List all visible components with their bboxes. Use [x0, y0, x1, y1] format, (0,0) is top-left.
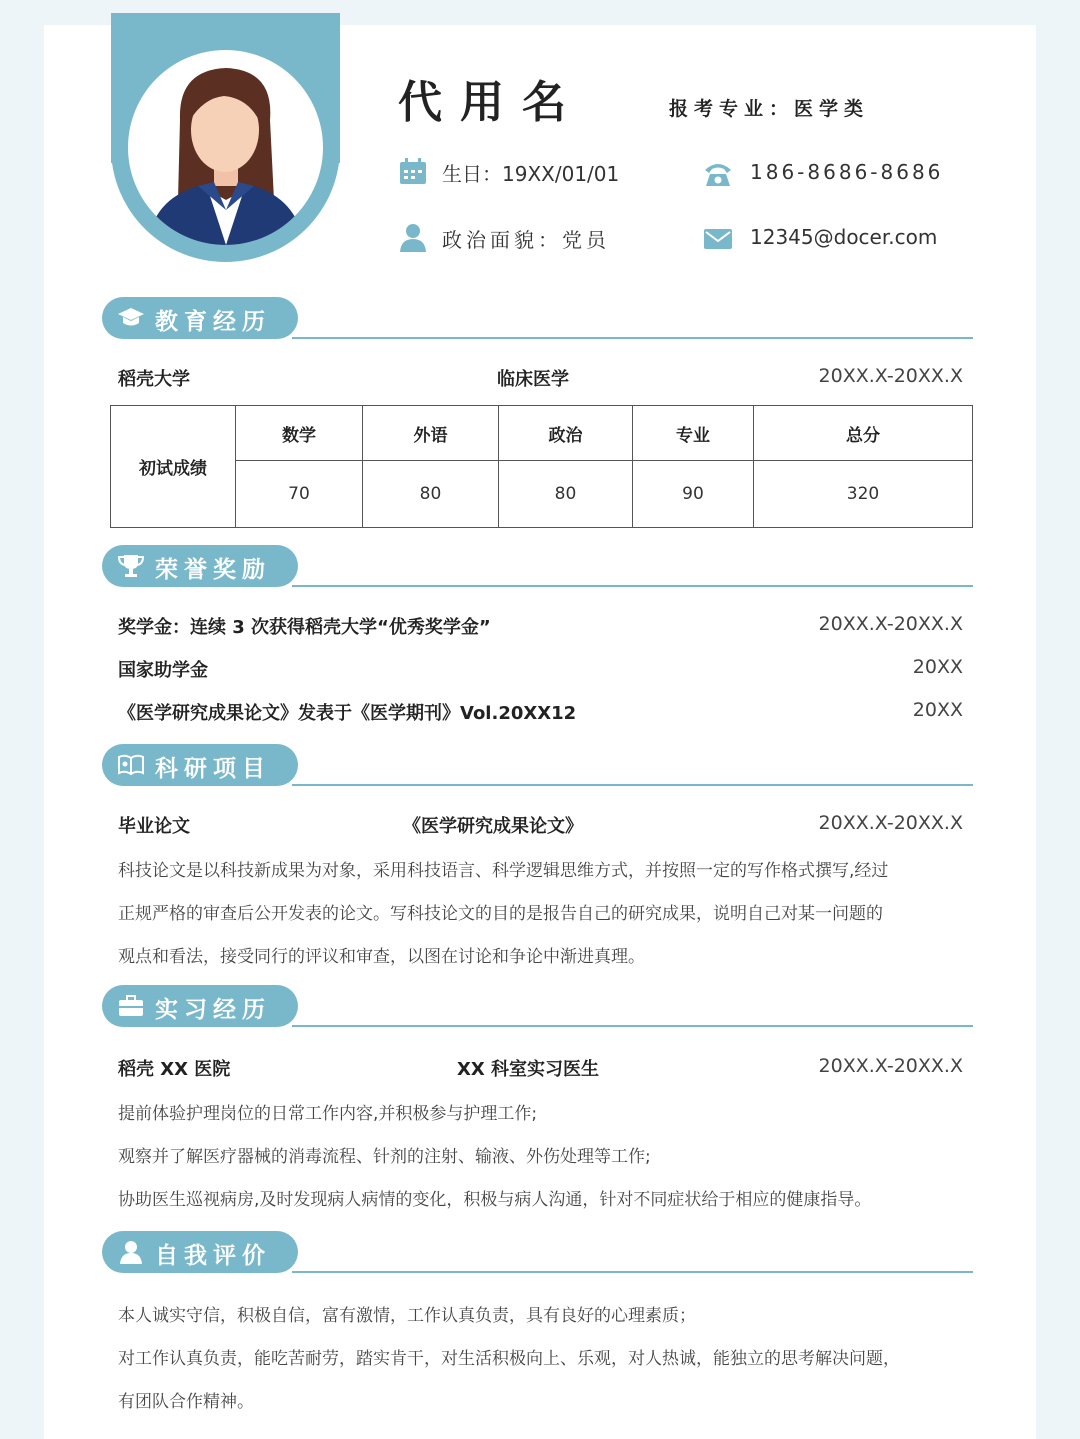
target-major: 报考专业：医学类	[669, 98, 870, 120]
section-self-eval-header	[102, 1231, 973, 1275]
book-icon	[118, 753, 144, 777]
score-header: 总分	[754, 406, 973, 461]
section-honors-title: 荣誉奖励	[155, 557, 271, 583]
section-internship-title: 实习经历	[155, 997, 271, 1023]
politics-text: 政治面貌：党员	[442, 228, 610, 252]
section-honors-header	[102, 545, 973, 589]
score-header: 政治	[499, 406, 633, 461]
section-education-title: 教育经历	[155, 309, 271, 335]
honor-item	[118, 613, 963, 641]
honor-text: 国家助学金	[118, 660, 208, 681]
self-eval-line: 对工作认真负责，能吃苦耐劳，踏实肯干，对生活积极向上、乐观，对人热诚，能独立的思考解决问题，	[118, 1349, 900, 1369]
score-value: 80	[499, 461, 633, 528]
score-row-label: 初试成绩	[111, 406, 236, 528]
self-eval-line: 有团队合作精神。	[118, 1392, 254, 1412]
internship-line: 观察并了解医疗器械的消毒流程、针剂的注射、输液、外伤处理等工作;	[118, 1147, 651, 1167]
person-icon	[118, 1240, 144, 1264]
research-line: 观点和看法，接受同行的评议和审查，以图在讨论和争论中渐进真理。	[118, 947, 645, 967]
research-line: 正规严格的审查后公开发表的论文。写科技论文的目的是报告自己的研究成果，说明自己对某一问题的	[118, 904, 883, 924]
graduation-cap-icon	[118, 306, 144, 330]
research-name: 毕业论文	[118, 816, 190, 837]
score-header: 数学	[236, 406, 363, 461]
section-research-title: 科研项目	[155, 756, 271, 782]
score-header: 专业	[633, 406, 754, 461]
phone-text: 186-8686-8686	[750, 160, 944, 184]
score-header: 外语	[363, 406, 499, 461]
honor-text: 奖学金：连续 3 次获得稻壳大学“优秀奖学金”	[118, 617, 491, 638]
internship-line: 提前体验护理岗位的日常工作内容,并积极参与护理工作;	[118, 1104, 538, 1124]
research-paper: 《医学研究成果论文》	[403, 816, 583, 837]
internship-period: 20XX.X-20XX.X	[818, 1055, 963, 1077]
calendar-icon	[398, 156, 428, 186]
score-table	[110, 405, 973, 528]
school-name: 稻壳大学	[118, 369, 190, 390]
section-internship-header	[102, 985, 973, 1029]
research-line: 科技论文是以科技新成果为对象，采用科技语言、科学逻辑思维方式，并按照一定的写作格式撰写,经过	[118, 861, 889, 881]
score-value: 320	[754, 461, 973, 528]
briefcase-icon	[118, 994, 144, 1018]
internship-row	[118, 1055, 963, 1083]
section-self-eval-title: 自我评价	[155, 1243, 271, 1269]
education-row	[118, 365, 963, 393]
research-period: 20XX.X-20XX.X	[818, 812, 963, 834]
avatar	[128, 50, 323, 245]
honor-date: 20XX	[912, 699, 963, 721]
research-row	[118, 812, 963, 840]
education-major: 临床医学	[497, 369, 569, 390]
phone-icon	[703, 158, 733, 188]
candidate-name: 代用名	[398, 77, 584, 128]
trophy-icon	[118, 554, 144, 578]
email-text: 12345@docer.com	[750, 225, 938, 249]
education-period: 20XX.X-20XX.X	[818, 365, 963, 387]
person-icon	[398, 222, 428, 252]
section-education-header	[102, 297, 973, 341]
birthday-text: 生日：19XX/01/01	[442, 162, 620, 186]
self-eval-line: 本人诚实守信，积极自信，富有激情，工作认真负责，具有良好的心理素质；	[118, 1306, 696, 1326]
honor-item	[118, 656, 963, 684]
section-research-header	[102, 744, 973, 788]
internship-org: 稻壳 XX 医院	[118, 1059, 231, 1080]
honor-item	[118, 699, 963, 727]
mail-icon	[703, 224, 733, 254]
honor-date: 20XX.X-20XX.X	[818, 613, 963, 635]
score-value: 80	[363, 461, 499, 528]
avatar-illustration	[128, 50, 323, 245]
honor-text: 《医学研究成果论文》发表于《医学期刊》Vol.20XX12	[118, 703, 577, 724]
internship-line: 协助医生巡视病房,及时发现病人病情的变化，积极与病人沟通，针对不同症状给于相应的健康指导。	[118, 1190, 872, 1210]
score-value: 90	[633, 461, 754, 528]
internship-role: XX 科室实习医生	[457, 1059, 600, 1080]
honor-date: 20XX	[912, 656, 963, 678]
score-value: 70	[236, 461, 363, 528]
